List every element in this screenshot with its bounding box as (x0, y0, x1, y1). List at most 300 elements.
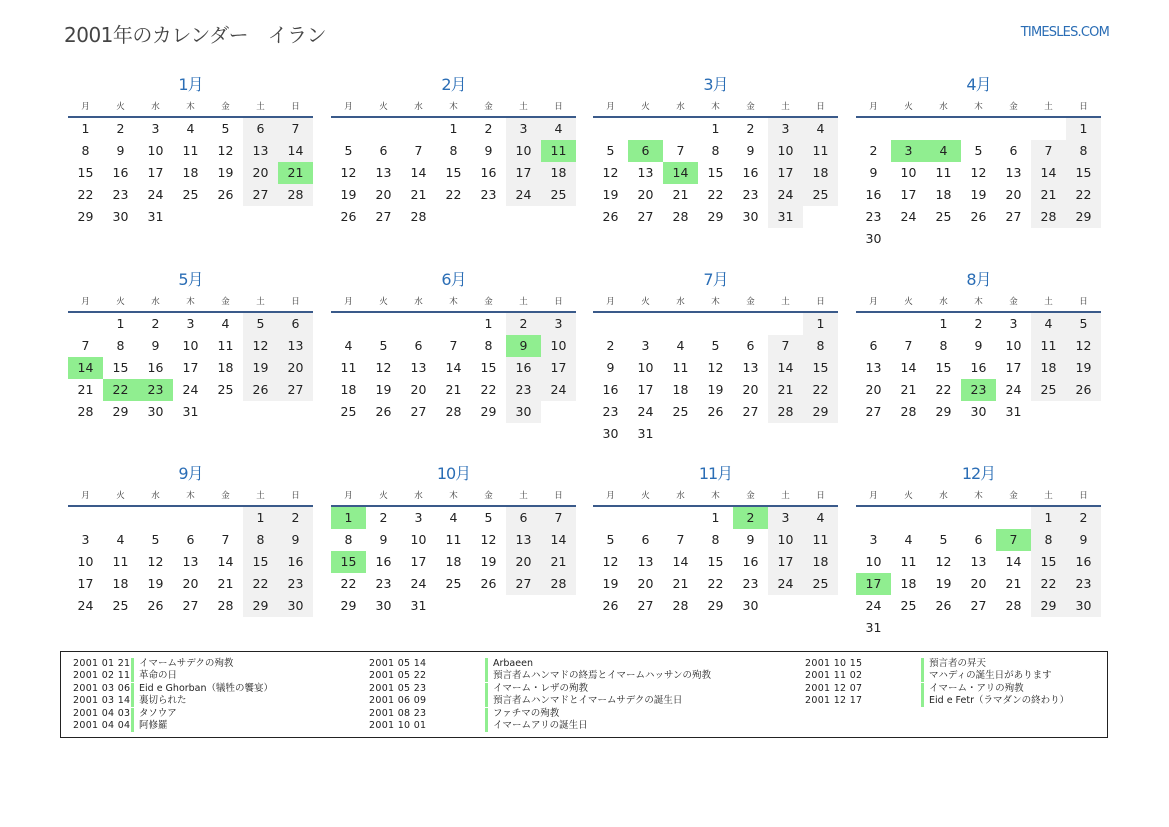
day-weekend: 10 (768, 140, 803, 162)
day-empty (891, 118, 926, 140)
day-cell: 10 (77, 554, 94, 569)
day-empty (628, 507, 663, 529)
day-weekend: 10 (541, 335, 576, 357)
weekday-label: 土 (256, 102, 265, 112)
day-holiday: 15 (331, 551, 366, 573)
holiday-entry (73, 720, 273, 732)
weekday-label: 日 (291, 102, 300, 112)
week-row (68, 529, 313, 551)
day-weekend: 3 (506, 118, 541, 140)
day-weekend: 10 (506, 140, 541, 162)
day-empty (436, 595, 471, 617)
holiday-date: 2001 11 02 (805, 670, 863, 682)
day-cell: 11 (935, 165, 952, 180)
day-cell: 27 (742, 404, 759, 419)
holiday-name: 預言者の昇天 (929, 658, 987, 669)
day-weekend: 20 (243, 162, 278, 184)
day-holiday: 9 (506, 335, 541, 357)
day-cell: 8 (116, 338, 125, 353)
day-weekend: 7 (541, 507, 576, 529)
month-title: 4月 (966, 75, 991, 94)
day-cell: 7 (81, 338, 90, 353)
day-cell: 27 (637, 209, 654, 224)
day-cell: 4 (186, 121, 195, 136)
day-cell: 6 (974, 532, 983, 547)
day-cell: 17 (900, 187, 917, 202)
day-empty (961, 228, 996, 250)
day-cell: 5 (974, 143, 983, 158)
weekday-label: 火 (379, 297, 388, 307)
day-weekend: 16 (278, 551, 313, 573)
day-cell: 7 (904, 338, 913, 353)
weekday-label: 日 (291, 491, 300, 501)
weekday-label: 水 (414, 491, 423, 501)
day-cell: 3 (414, 510, 423, 525)
weekday-label: 火 (904, 491, 913, 501)
day-weekend: 6 (243, 118, 278, 140)
day-weekend: 28 (1031, 206, 1066, 228)
day-cell: 13 (182, 554, 199, 569)
month-6 (331, 269, 576, 423)
day-weekend: 2 (1066, 507, 1101, 529)
day-weekend: 3 (768, 507, 803, 529)
weekday-label: 金 (221, 491, 230, 501)
day-empty (961, 507, 996, 529)
weekday-label: 水 (151, 102, 160, 112)
weekday-label: 金 (1009, 102, 1018, 112)
month-title: 12月 (961, 464, 996, 483)
day-cell: 12 (147, 554, 164, 569)
day-cell: 8 (711, 143, 720, 158)
week-row (856, 529, 1101, 551)
day-cell: 19 (340, 187, 357, 202)
day-cell: 2 (151, 316, 160, 331)
week-row (593, 335, 838, 357)
day-weekend: 15 (1066, 162, 1101, 184)
day-weekend: 8 (803, 335, 838, 357)
week-row (68, 573, 313, 595)
day-cell: 25 (340, 404, 357, 419)
day-cell: 2 (606, 338, 615, 353)
day-empty (856, 313, 891, 335)
day-cell: 26 (340, 209, 357, 224)
day-weekend: 14 (768, 357, 803, 379)
day-weekend: 29 (1031, 595, 1066, 617)
day-weekend: 29 (803, 401, 838, 423)
day-cell: 18 (900, 576, 917, 591)
day-cell: 27 (410, 404, 427, 419)
day-cell: 22 (77, 187, 94, 202)
day-weekend: 6 (506, 507, 541, 529)
day-cell: 9 (379, 532, 388, 547)
month-1 (68, 74, 313, 228)
day-cell: 29 (112, 404, 129, 419)
day-weekend: 7 (768, 335, 803, 357)
day-empty (768, 595, 803, 617)
day-empty (593, 507, 628, 529)
day-cell: 20 (1005, 187, 1022, 202)
week-row (593, 379, 838, 401)
day-empty (331, 118, 366, 140)
weekday-label: 水 (414, 102, 423, 112)
month-5 (68, 269, 313, 423)
week-row (856, 206, 1101, 228)
day-cell: 28 (900, 404, 917, 419)
day-cell: 16 (147, 360, 164, 375)
day-cell: 28 (672, 598, 689, 613)
day-cell: 14 (445, 360, 462, 375)
day-weekend: 14 (278, 140, 313, 162)
day-empty (803, 423, 838, 445)
day-weekend: 18 (541, 162, 576, 184)
day-weekend: 26 (243, 379, 278, 401)
week-row (68, 551, 313, 573)
day-cell: 8 (449, 143, 458, 158)
holiday-entry (369, 658, 711, 670)
day-cell: 4 (344, 338, 353, 353)
weekday-label: 水 (939, 297, 948, 307)
weekday-label: 水 (939, 102, 948, 112)
day-weekend: 3 (768, 118, 803, 140)
holiday-date: 2001 10 15 (805, 658, 863, 669)
day-cell: 9 (974, 338, 983, 353)
month-title: 10月 (436, 464, 471, 483)
day-cell: 12 (375, 360, 392, 375)
day-cell: 11 (112, 554, 129, 569)
day-weekend: 19 (1066, 357, 1101, 379)
day-cell: 15 (935, 360, 952, 375)
day-cell: 26 (602, 209, 619, 224)
day-weekend: 23 (278, 573, 313, 595)
day-weekend: 8 (1031, 529, 1066, 551)
day-cell: 16 (742, 554, 759, 569)
day-weekend: 23 (506, 379, 541, 401)
day-empty (628, 313, 663, 335)
weekday-label: 月 (81, 297, 90, 307)
day-cell: 30 (742, 598, 759, 613)
holiday-name: タソウア (139, 707, 177, 719)
day-cell: 15 (77, 165, 94, 180)
day-cell: 18 (112, 576, 129, 591)
weekday-label: 月 (344, 297, 353, 307)
day-holiday: 23 (138, 379, 173, 401)
day-weekend: 18 (803, 551, 838, 573)
weekday-label: 金 (1009, 491, 1018, 501)
month-7 (593, 269, 838, 445)
day-weekend: 16 (506, 357, 541, 379)
day-cell: 29 (707, 598, 724, 613)
weekday-label: 日 (816, 102, 825, 112)
day-cell: 30 (375, 598, 392, 613)
day-cell: 30 (865, 231, 882, 246)
weekday-header (68, 96, 313, 118)
day-empty (1066, 401, 1101, 423)
holiday-marker (131, 695, 134, 707)
weekday-label: 日 (554, 297, 563, 307)
holiday-marker (485, 695, 488, 707)
day-empty (506, 206, 541, 228)
day-empty (698, 423, 733, 445)
day-cell: 19 (970, 187, 987, 202)
month-title: 1月 (178, 75, 203, 94)
holiday-name: イマーム・レザの殉教 (493, 682, 589, 694)
day-cell: 16 (865, 187, 882, 202)
day-cell: 22 (480, 382, 497, 397)
holiday-marker (131, 683, 134, 695)
day-cell: 8 (484, 338, 493, 353)
day-empty (996, 617, 1031, 639)
day-weekend: 2 (506, 313, 541, 335)
day-cell: 24 (410, 576, 427, 591)
day-cell: 6 (1009, 143, 1018, 158)
day-empty (1031, 228, 1066, 250)
day-holiday: 2 (733, 507, 768, 529)
day-weekend: 24 (768, 573, 803, 595)
day-cell: 29 (340, 598, 357, 613)
day-cell: 15 (707, 165, 724, 180)
day-weekend: 23 (1066, 573, 1101, 595)
week-row (593, 551, 838, 573)
day-weekend: 20 (278, 357, 313, 379)
holiday-name: イマームサデクの殉教 (139, 658, 234, 669)
day-cell: 21 (900, 382, 917, 397)
day-cell: 20 (410, 382, 427, 397)
day-empty (208, 206, 243, 228)
week-row (593, 313, 838, 335)
day-empty (278, 401, 313, 423)
weekday-label: 水 (414, 297, 423, 307)
day-empty (593, 118, 628, 140)
day-cell: 9 (484, 143, 493, 158)
day-weekend: 4 (1031, 313, 1066, 335)
day-cell: 18 (217, 360, 234, 375)
day-cell: 23 (865, 209, 882, 224)
day-cell: 12 (602, 554, 619, 569)
day-weekend: 25 (541, 184, 576, 206)
day-cell: 20 (637, 576, 654, 591)
day-weekend: 25 (803, 184, 838, 206)
week-row (593, 140, 838, 162)
day-weekend: 24 (541, 379, 576, 401)
weekday-label: 月 (344, 491, 353, 501)
day-cell: 19 (480, 554, 497, 569)
week-row (593, 595, 838, 617)
day-cell: 8 (344, 532, 353, 547)
day-holiday: 7 (996, 529, 1031, 551)
day-weekend: 6 (278, 313, 313, 335)
day-cell: 7 (449, 338, 458, 353)
day-cell: 28 (672, 209, 689, 224)
holiday-entry (369, 670, 711, 682)
day-cell: 13 (637, 554, 654, 569)
day-weekend: 28 (278, 184, 313, 206)
weekday-label: 金 (746, 491, 755, 501)
weekday-header (68, 485, 313, 507)
holiday-name: イマーム・アリの殉教 (929, 682, 1024, 694)
day-cell: 15 (480, 360, 497, 375)
weekday-label: 日 (816, 491, 825, 501)
day-weekend: 1 (803, 313, 838, 335)
day-weekend: 24 (506, 184, 541, 206)
day-cell: 24 (1005, 382, 1022, 397)
week-row (331, 401, 576, 423)
weekday-label: 日 (816, 297, 825, 307)
weekday-label: 月 (81, 102, 90, 112)
holiday-date: 2001 05 23 (369, 682, 427, 694)
day-cell: 13 (970, 554, 987, 569)
holiday-entry (73, 670, 273, 682)
day-cell: 28 (217, 598, 234, 613)
day-weekend: 22 (1066, 184, 1101, 206)
weekday-header (856, 485, 1101, 507)
week-row (68, 313, 313, 335)
day-cell: 23 (480, 187, 497, 202)
day-cell: 2 (116, 121, 125, 136)
holiday-entry (805, 683, 1069, 695)
week-row (856, 335, 1101, 357)
month-8 (856, 269, 1101, 423)
day-weekend: 11 (803, 529, 838, 551)
day-cell: 11 (900, 554, 917, 569)
day-holiday: 22 (103, 379, 138, 401)
day-cell: 31 (410, 598, 427, 613)
day-weekend: 9 (1066, 529, 1101, 551)
day-empty (628, 118, 663, 140)
week-row (68, 401, 313, 423)
day-weekend: 30 (278, 595, 313, 617)
day-weekend: 30 (506, 401, 541, 423)
day-empty (856, 118, 891, 140)
holiday-date: 2001 03 14 (73, 695, 131, 707)
weekday-label: 木 (711, 102, 720, 112)
weekday-header (331, 291, 576, 313)
day-empty (1066, 228, 1101, 250)
week-row (856, 228, 1101, 250)
week-row (331, 206, 576, 228)
day-cell: 9 (869, 165, 878, 180)
weekday-label: 日 (1079, 297, 1088, 307)
day-cell: 22 (340, 576, 357, 591)
day-empty (541, 595, 576, 617)
day-cell: 21 (672, 187, 689, 202)
weekday-label: 火 (379, 491, 388, 501)
day-cell: 25 (935, 209, 952, 224)
day-weekend: 17 (541, 357, 576, 379)
day-cell: 5 (379, 338, 388, 353)
day-cell: 23 (375, 576, 392, 591)
day-weekend: 11 (803, 140, 838, 162)
day-cell: 26 (707, 404, 724, 419)
day-cell: 11 (445, 532, 462, 547)
day-cell: 14 (672, 554, 689, 569)
holiday-entry (369, 695, 711, 707)
week-row (856, 118, 1101, 140)
month-title: 8月 (966, 270, 991, 289)
day-cell: 28 (410, 209, 427, 224)
day-cell: 6 (641, 532, 650, 547)
weekday-label: 月 (869, 102, 878, 112)
week-row (593, 401, 838, 423)
holiday-entry (73, 708, 273, 720)
day-cell: 15 (445, 165, 462, 180)
holiday-date: 2001 06 09 (369, 695, 427, 707)
holiday-date: 2001 02 11 (73, 670, 131, 682)
day-empty (1031, 617, 1066, 639)
week-row (68, 595, 313, 617)
day-cell: 5 (344, 143, 353, 158)
day-cell: 17 (637, 382, 654, 397)
day-cell: 18 (340, 382, 357, 397)
day-cell: 16 (112, 165, 129, 180)
day-cell: 4 (676, 338, 685, 353)
day-cell: 23 (742, 187, 759, 202)
day-weekend: 12 (243, 335, 278, 357)
weekday-header (856, 96, 1101, 118)
month-title: 7月 (703, 270, 728, 289)
month-title: 9月 (178, 464, 203, 483)
day-cell: 6 (379, 143, 388, 158)
brand-logo[interactable]: TIMESLES.COM (1020, 25, 1109, 40)
week-row (856, 162, 1101, 184)
holiday-marker (485, 683, 488, 695)
day-empty (138, 507, 173, 529)
day-cell: 19 (602, 576, 619, 591)
day-empty (471, 206, 506, 228)
holiday-name: Eid e Ghorban（犠牲の饗宴） (139, 682, 274, 694)
day-cell: 13 (742, 360, 759, 375)
week-row (856, 184, 1101, 206)
day-empty (926, 507, 961, 529)
day-cell: 24 (77, 598, 94, 613)
day-cell: 22 (445, 187, 462, 202)
weekday-label: 土 (519, 491, 528, 501)
day-weekend: 30 (1066, 595, 1101, 617)
month-title: 6月 (441, 270, 466, 289)
day-weekend: 2 (278, 507, 313, 529)
week-row (856, 573, 1101, 595)
day-empty (401, 313, 436, 335)
day-cell: 29 (480, 404, 497, 419)
day-cell: 27 (1005, 209, 1022, 224)
month-title: 11月 (698, 464, 733, 483)
weekday-label: 火 (116, 491, 125, 501)
day-cell: 12 (217, 143, 234, 158)
weekday-label: 木 (186, 102, 195, 112)
holiday-marker (485, 670, 488, 682)
holiday-name: 裏切られた (139, 695, 187, 707)
month-10 (331, 463, 576, 617)
weekday-label: 日 (291, 297, 300, 307)
day-weekend: 22 (803, 379, 838, 401)
weekday-header (593, 96, 838, 118)
day-weekend: 18 (803, 162, 838, 184)
day-cell: 10 (900, 165, 917, 180)
day-cell: 7 (676, 532, 685, 547)
weekday-label: 土 (256, 297, 265, 307)
week-row (331, 184, 576, 206)
holiday-date: 2001 03 06 (73, 682, 131, 694)
day-cell: 5 (151, 532, 160, 547)
day-weekend: 8 (243, 529, 278, 551)
weekday-label: 火 (641, 491, 650, 501)
day-weekend: 11 (1031, 335, 1066, 357)
day-cell: 14 (1005, 554, 1022, 569)
day-cell: 25 (112, 598, 129, 613)
day-cell: 9 (116, 143, 125, 158)
day-cell: 19 (935, 576, 952, 591)
week-row (68, 184, 313, 206)
holiday-name: イマームアリの誕生日 (493, 719, 588, 731)
